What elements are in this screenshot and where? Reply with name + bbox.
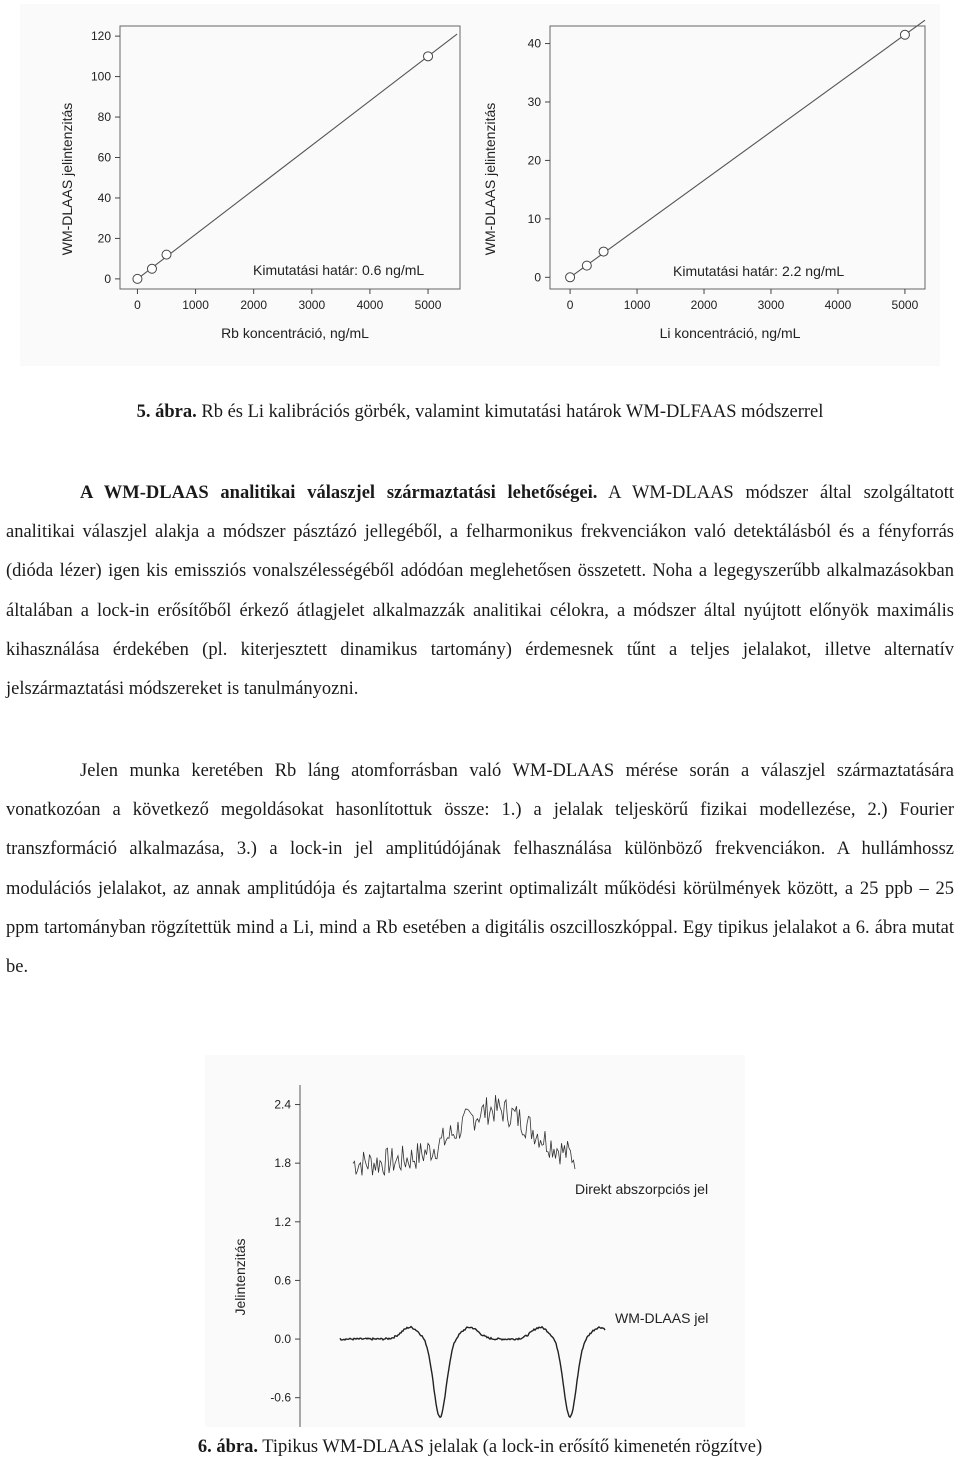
data-point [582, 261, 591, 270]
wm-dlaas-signal-chart [205, 1055, 745, 1427]
y-tick-label: 100 [90, 69, 111, 84]
x-tick-label: 0 [134, 298, 141, 312]
paragraph-text: Jelen munka keretében Rb láng atomforrásban való WM-DLAAS mérése során a válaszjel származtatására vonatkozóan a következő megoldásokat hasonlítottuk össze: 1.) a jelalak teljeskörű fizikai modellezése, 2.) Fourier transzformáció alkalmazása, 3.) a lock-in jel amplitúdójának felhasználása különböző frekvenciákon. A hullámhossz modulációs jelalakot, az annak amplitúdója és zajtartalma szerint optimalizált működési körülmények között, a 25 ppb – 25 ppm tartományban rögzítettük mind a Li, mind a Rb esetében a digitális oszcilloszkóppal. Egy tipikus jelalakot a 6. ábra mutat be. [6, 761, 954, 978]
figure-5-caption [0, 402, 960, 423]
section-paragraph [6, 474, 954, 709]
data-point [162, 250, 171, 259]
detection-limit-annotation: Kimutatási határ: 2.2 ng/mL [673, 263, 845, 279]
wm-dlaas-label: WM-DLAAS jel [615, 1310, 709, 1326]
y-tick-label: 10 [527, 211, 541, 226]
y-tick-label: 40 [527, 36, 541, 51]
y-tick-label: 20 [527, 153, 541, 168]
y-tick-label: 0.6 [274, 1273, 291, 1288]
x-tick-label: 4000 [824, 298, 852, 312]
caption-text: Tipikus WM-DLAAS jelalak (a lock-in erősítő kimenetén rögzítve) [257, 1437, 763, 1457]
li-calibration-chart [470, 4, 940, 366]
fit-line [137, 34, 457, 279]
x-tick-label: 1000 [182, 298, 209, 312]
data-point [147, 264, 156, 273]
figure-6 [205, 1055, 745, 1427]
y-axis-label: WM-DLAAS jelintenzitás [59, 102, 75, 256]
direct-absorption-label: Direkt abszorpciós jel [575, 1181, 709, 1197]
direct-absorption-series [353, 1095, 575, 1175]
y-tick-label: 20 [97, 231, 111, 246]
y-tick-label: 0 [104, 271, 111, 286]
data-point [900, 30, 909, 39]
body-paragraph [6, 752, 954, 987]
x-tick-label: 4000 [356, 298, 384, 312]
y-tick-label: 1.2 [274, 1214, 291, 1229]
y-tick-label: -0.6 [270, 1390, 291, 1405]
x-axis-label: Rb koncentráció, ng/mL [221, 325, 369, 341]
x-tick-label: 2000 [240, 298, 268, 312]
x-tick-label: 5000 [891, 298, 919, 312]
data-point [133, 274, 142, 283]
rb-calibration-chart [20, 4, 470, 366]
fit-line [570, 20, 925, 277]
y-tick-label: 60 [97, 150, 111, 165]
data-point [424, 52, 433, 61]
x-tick-label: 3000 [757, 298, 785, 312]
y-tick-label: 0.0 [274, 1332, 291, 1347]
figure-6-caption [0, 1437, 960, 1458]
plot-frame [120, 26, 460, 289]
detection-limit-annotation: Kimutatási határ: 0.6 ng/mL [253, 262, 425, 278]
data-point [566, 273, 575, 282]
section-heading: A WM-DLAAS analitikai válaszjel származtatási lehetőségei. [80, 483, 598, 503]
paragraph-text: A WM-DLAAS módszer által szolgáltatott analitikai válaszjel alakja a módszer pásztázó jellegéből, a felharmonikus frekvenciákon való detektálásból és a fényforrás (dióda lézer) igen kis emissziós vonalszélességéből adódóan meglehetősen összetett. Noha a legegyszerűbb alkalmazásokban általában a lock-in erősítőből érkező átlagjelet alkalmazzák analitikai célokra, a módszer által nyújtott előnyök maximális kihasználása érdekében (pl. kiterjesztett dinamikus tartomány) érdemesnek tűnt a teljes jelalakot, illetve alternatív jelszármaztatási módszereket is tanulmányozni. [6, 483, 954, 700]
x-tick-label: 2000 [690, 298, 718, 312]
caption-label: 6. ábra. [197, 1437, 258, 1457]
y-tick-label: 30 [527, 94, 541, 109]
x-tick-label: 5000 [414, 298, 442, 312]
x-tick-label: 0 [566, 298, 574, 312]
y-tick-label: 2.4 [274, 1097, 291, 1112]
y-tick-label: 1.8 [274, 1156, 291, 1171]
x-axis-label: Li koncentráció, ng/mL [659, 325, 801, 341]
x-tick-label: 1000 [623, 298, 651, 312]
data-point [599, 247, 608, 256]
caption-text: Rb és Li kalibrációs görbék, valamint kimutatási határok WM-DLFAAS módszerrel [196, 402, 824, 422]
y-axis-label: Jelintenzitás [232, 1238, 248, 1316]
caption-label: 5. ábra. [136, 402, 197, 422]
y-tick-label: 80 [97, 110, 111, 125]
y-tick-label: 40 [97, 190, 111, 205]
figure-5 [20, 4, 940, 366]
y-tick-label: 0 [534, 270, 541, 285]
x-tick-label: 3000 [298, 298, 326, 312]
wm-dlaas-series [340, 1327, 605, 1418]
y-axis-label: WM-DLAAS jelintenzitás [482, 102, 498, 256]
y-tick-label: 120 [90, 29, 111, 44]
